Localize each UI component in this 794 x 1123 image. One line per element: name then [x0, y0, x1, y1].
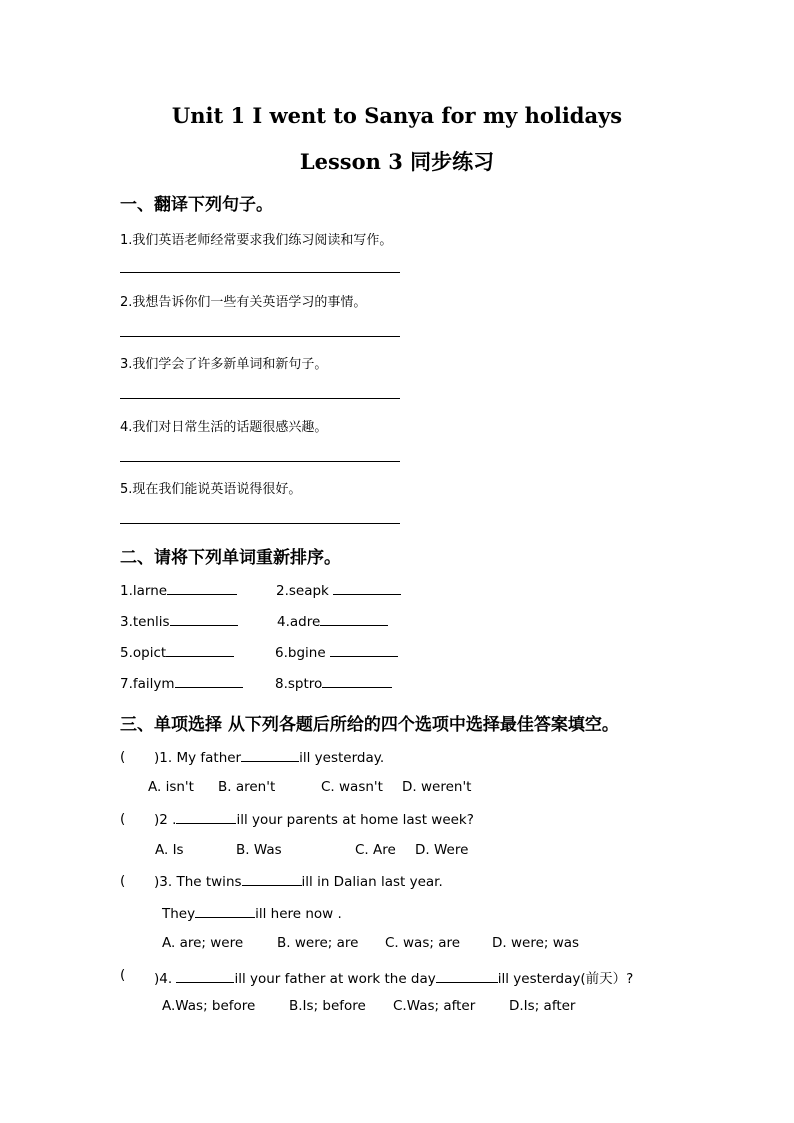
q3-option-c[interactable]: C. was; are: [385, 935, 461, 951]
page-subtitle: Lesson 3 同步练习: [299, 149, 495, 174]
word-item-5: [120, 644, 234, 661]
q1-paren: (: [120, 749, 126, 765]
word-item-1-text: 1.larne: [120, 583, 168, 599]
q2-option-a[interactable]: A. Is: [155, 842, 184, 858]
q3-blank-2[interactable]: [195, 905, 255, 918]
q4-option-d[interactable]: D.Is; after: [509, 998, 576, 1014]
q1-option-a[interactable]: A. isn't: [148, 779, 194, 795]
q3-blank-1[interactable]: [242, 873, 302, 886]
q4-paren: (: [120, 967, 126, 983]
q3-text-a: The twins: [176, 874, 242, 890]
q1-option-c[interactable]: C. wasn't: [321, 779, 383, 795]
word-item-5-text: 5.opict: [120, 645, 167, 661]
word-item-8-text: 8.sptro: [275, 676, 323, 692]
q3-text-b: ill in Dalian last year.: [301, 874, 443, 890]
translate-item-3: 3.我们学会了许多新单词和新句子。: [120, 357, 328, 372]
q2-option-c[interactable]: C. Are: [355, 842, 396, 858]
word-blank-6[interactable]: [330, 644, 398, 657]
word-blank-8[interactable]: [322, 675, 392, 688]
q2-paren: (: [120, 811, 126, 827]
q3-option-d[interactable]: D. were; was: [492, 935, 580, 951]
section-3-heading: 三、单项选择 从下列各题后所给的四个选项中选择最佳答案填空。: [120, 715, 619, 735]
q1-number: )1.: [154, 750, 173, 766]
word-item-7-text: 7.failym: [120, 676, 175, 692]
question-1: [154, 749, 384, 766]
q4-blank-2[interactable]: [436, 970, 498, 983]
q3-line2-a: They: [162, 906, 196, 922]
question-3-line-2: [162, 905, 342, 922]
word-item-7: [120, 675, 243, 692]
q4-text-c: ill yesterday(前天）?: [497, 971, 634, 987]
q2-text-b: ill your parents at home last week?: [236, 812, 474, 828]
q3-line2-b: ill here now .: [255, 906, 342, 922]
q4-blank-1[interactable]: [176, 970, 234, 983]
question-2: [154, 811, 474, 828]
answer-line-3[interactable]: [120, 398, 400, 399]
word-item-2-text: 2.seapk: [276, 583, 329, 599]
translate-item-4: 4.我们对日常生活的话题很感兴趣。: [120, 420, 328, 435]
q2-option-d[interactable]: D. Were: [415, 842, 469, 858]
translate-item-5: 5.现在我们能说英语说得很好。: [120, 482, 302, 497]
q4-option-a[interactable]: A.Was; before: [162, 998, 256, 1014]
word-blank-7[interactable]: [175, 675, 243, 688]
word-item-4: [277, 613, 388, 630]
q1-option-b[interactable]: B. aren't: [218, 779, 276, 795]
q3-option-a[interactable]: A. are; were: [162, 935, 244, 951]
word-blank-1[interactable]: [167, 582, 237, 595]
q4-option-c[interactable]: C.Was; after: [393, 998, 476, 1014]
q1-option-d[interactable]: D. weren't: [402, 779, 472, 795]
question-4: [154, 967, 633, 987]
q2-number: )2 .: [154, 812, 177, 828]
word-blank-5[interactable]: [166, 644, 234, 657]
word-blank-2[interactable]: [333, 582, 401, 595]
question-3: [154, 873, 443, 890]
word-item-2: [276, 582, 401, 599]
word-item-6-text: 6.bgine: [275, 645, 326, 661]
q4-number: )4.: [154, 971, 173, 987]
word-item-3: [120, 613, 238, 630]
page-title: Unit 1 I went to Sanya for my holidays: [171, 103, 623, 128]
q4-option-b[interactable]: B.Is; before: [289, 998, 366, 1014]
q2-option-b[interactable]: B. Was: [236, 842, 282, 858]
word-item-4-text: 4.adre: [277, 614, 321, 630]
q3-option-b[interactable]: B. were; are: [277, 935, 359, 951]
q2-blank[interactable]: [176, 811, 236, 824]
q3-number: )3.: [154, 874, 173, 890]
answer-line-5[interactable]: [120, 523, 400, 524]
q1-text-b: ill yesterday.: [299, 750, 385, 766]
word-item-1: [120, 582, 237, 599]
section-1-heading: 一、翻译下列句子。: [120, 195, 273, 215]
answer-line-2[interactable]: [120, 336, 400, 337]
section-2-heading: 二、请将下列单词重新排序。: [120, 548, 341, 568]
answer-line-4[interactable]: [120, 461, 400, 462]
word-item-6: [275, 644, 398, 661]
q1-text-a: My father: [176, 750, 242, 766]
word-blank-4[interactable]: [320, 613, 388, 626]
answer-line-1[interactable]: [120, 272, 400, 273]
translate-item-1: 1.我们英语老师经常要求我们练习阅读和写作。: [120, 233, 393, 248]
q3-paren: (: [120, 873, 126, 889]
q4-text-b: ill your father at work the day: [234, 971, 436, 987]
translate-item-2: 2.我想告诉你们一些有关英语学习的事情。: [120, 295, 367, 310]
word-blank-3[interactable]: [170, 613, 238, 626]
word-item-8: [275, 675, 392, 692]
q1-blank[interactable]: [241, 749, 299, 762]
word-item-3-text: 3.tenlis: [120, 614, 170, 630]
